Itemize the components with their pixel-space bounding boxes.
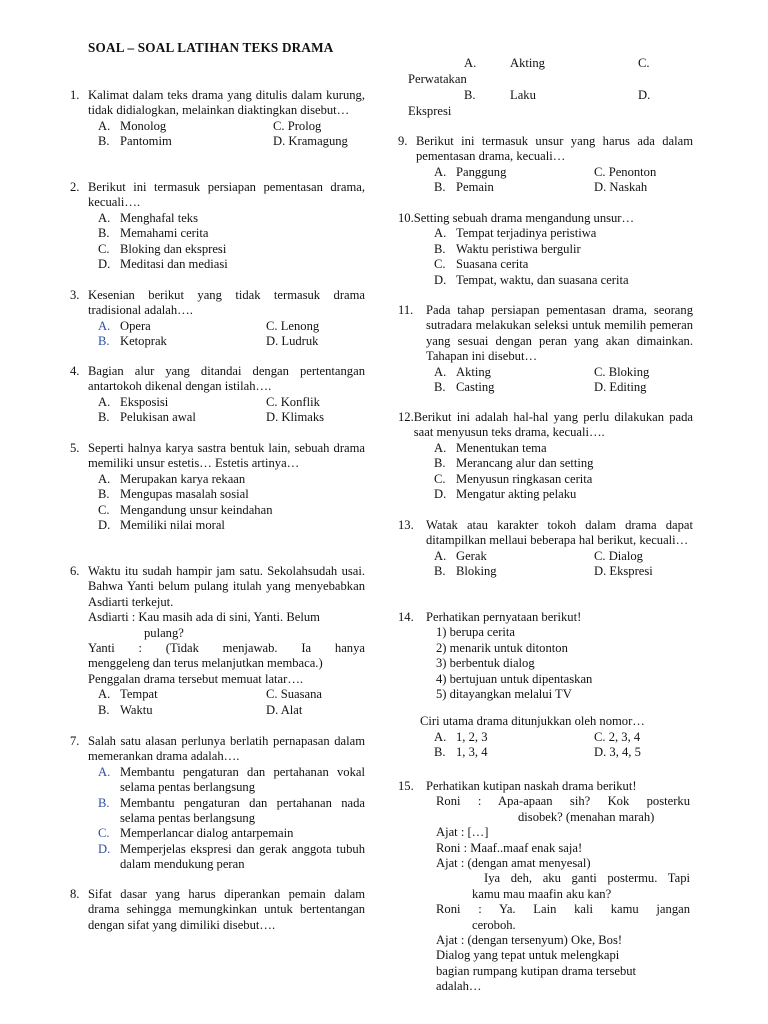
statement-item: 5) ditayangkan melalui TV [436, 687, 572, 702]
dialog-line: Asdiarti : Kau masih ada di sini, Yanti. Belum [88, 610, 320, 625]
question-number: 6. [70, 564, 80, 578]
statement-list [436, 625, 693, 702]
question-text: Berikut ini termasuk persiapan pementasan drama, kecuali…. [88, 180, 365, 210]
dialog-line-cont: pulang? [144, 625, 184, 640]
dialog-line-cont: disobek? (menahan marah) [518, 809, 655, 824]
dialog-line-cont: menggeleng dan terus melanjutkan membaca.) [88, 656, 323, 671]
drama-excerpt [436, 794, 693, 994]
question-text: Seperti halnya karya sastra bentuk lain, sebuah drama memiliki unsur estetis… Estetis artinya… [88, 441, 365, 471]
options [434, 549, 693, 580]
question-11 [398, 303, 693, 395]
option-c[interactable]: C. Bloking [594, 364, 650, 379]
option-c[interactable]: C. 2, 3, 4 [594, 729, 641, 744]
question-text: Kesenian berikut yang tidak termasuk drama tradisional adalah…. [88, 288, 365, 318]
options [98, 211, 365, 273]
option-d[interactable]: D. Alat [266, 702, 303, 717]
dialog-line: Roni : Ya. Lain kali kamu jangan [436, 902, 690, 917]
option-a[interactable]: A. Gerak [434, 548, 487, 563]
option-a[interactable]: A. Menghafal teks [98, 210, 198, 225]
statement-item: 1) berupa cerita [436, 625, 516, 640]
question-10 [398, 211, 693, 288]
options [434, 226, 693, 288]
options [434, 165, 693, 196]
option-d[interactable]: D. Memperjelas ekspresi dan gerak anggota tubuh dalam mendukung peran [98, 841, 365, 872]
option-b[interactable]: B. Casting [434, 380, 495, 395]
option-b[interactable]: B. 1, 3, 4 [434, 745, 488, 760]
dialog-line: Roni : Maaf..maaf enak saja! [436, 840, 583, 855]
question-number: 4. [70, 364, 80, 378]
option-b[interactable]: B. Waktu peristiwa bergulir [434, 241, 581, 256]
option-b[interactable]: B. Membantu pengaturan dan pertahanan nada selama pentas berlangsung [98, 795, 365, 826]
option-d[interactable]: D. Ludruk [266, 334, 319, 349]
question-4 [70, 364, 365, 426]
option-c[interactable]: C. Mengandung unsur keindahan [98, 502, 273, 517]
option-d[interactable]: D. 3, 4, 5 [594, 745, 641, 760]
option-b[interactable]: Laku [510, 88, 536, 102]
dialog-excerpt [70, 610, 365, 687]
question-number: 14. [398, 610, 414, 624]
option-b-letter[interactable]: B. [464, 88, 476, 102]
dialog-line: Yanti : (Tidak menjawab. Ia hanya [88, 641, 365, 656]
question-text: Pada tahap persiapan pementasan drama, seorang sutradara melakukan seleksi untuk memilih pemeran yang sesuai dengan peran yang akan dimainkan. Tahapan ini disebut… [426, 303, 693, 364]
option-c[interactable]: C. Suasana cerita [434, 257, 529, 272]
question-text: Bagian alur yang ditandai dengan pertentangan antartokoh dikenal dengan istilah…. [88, 364, 365, 394]
question-number: 10. [398, 211, 414, 225]
question-8-options [408, 56, 693, 118]
dialog-line: Roni : Apa-apaan sih? Kok posterku [436, 794, 690, 809]
question-1 [70, 88, 365, 150]
option-a[interactable]: A. Panggung [434, 164, 507, 179]
option-a[interactable]: A. Merupakan karya rekaan [98, 471, 246, 486]
dialog-line: Ajat : […] [436, 825, 489, 840]
statement-item: 4) bertujuan untuk dipentaskan [436, 671, 593, 686]
options [98, 395, 365, 426]
statement-item: 3) berbentuk dialog [436, 656, 535, 671]
option-b[interactable]: B. Memahami cerita [98, 226, 209, 241]
option-a[interactable]: A. Akting [434, 364, 491, 379]
option-d[interactable]: D. Naskah [594, 180, 648, 195]
question-2 [70, 180, 365, 272]
options [98, 319, 365, 350]
option-a[interactable]: Akting [510, 56, 545, 70]
question-number: 12. [398, 410, 414, 424]
option-a-letter[interactable]: A. [464, 56, 477, 70]
options [98, 472, 365, 534]
option-d[interactable]: D. Kramagung [273, 134, 348, 149]
question-text: Berikut ini adalah hal-hal yang perlu dilakukan pada saat menyusun teks drama, kecuali…. [413, 410, 693, 440]
question-text: Waktu itu sudah hampir jam satu. Sekolahsudah usai. Bahwa Yanti belum pulang itulah yang menyebabkan Asdiarti terkejut. [88, 564, 365, 609]
option-a[interactable]: A. Tempat terjadinya peristiwa [434, 226, 597, 241]
option-d[interactable]: D. Ekspresi [594, 564, 653, 579]
question-8 [70, 887, 365, 933]
question-number: 3. [70, 288, 80, 302]
dialog-line: Ajat : (dengan tersenyum) Oke, Bos! [436, 933, 623, 948]
question-text: Perhatikan kutipan naskah drama berikut! [426, 779, 637, 793]
dialog-line-cont: Iya deh, aku ganti postermu. Tapi [484, 871, 690, 886]
option-d[interactable]: Ekspresi [408, 104, 452, 118]
question-prompt: Penggalan drama tersebut memuat latar…. [88, 671, 304, 686]
option-a[interactable]: A. Eksposisi [98, 394, 169, 409]
option-a[interactable]: A. Opera [98, 318, 151, 333]
option-b[interactable]: B. Merancang alur dan setting [434, 456, 594, 471]
option-a[interactable]: A. Monolog [98, 118, 167, 133]
dialog-line-cont: kamu mau maafin aku kan? [472, 886, 612, 901]
question-7 [70, 734, 365, 873]
options [434, 730, 693, 761]
question-9 [398, 134, 693, 196]
option-d[interactable]: D. Tempat, waktu, dan suasana cerita [434, 272, 629, 287]
option-b[interactable]: B. Mengupas masalah sosial [98, 487, 249, 502]
question-prompt: bagian rumpang kutipan drama tersebut [436, 963, 637, 978]
option-c-letter[interactable]: C. [638, 56, 650, 70]
dialog-line: Ajat : (dengan amat menyesal) [436, 856, 591, 871]
option-c[interactable]: C. Menyusun ringkasan cerita [434, 471, 593, 486]
question-prompt: Dialog yang tepat untuk melengkapi [436, 948, 620, 963]
option-c[interactable]: C. Dialog [594, 548, 643, 563]
option-b[interactable]: B. Bloking [434, 564, 497, 579]
option-a[interactable]: A. Tempat [98, 687, 158, 702]
option-c[interactable]: C. Lenong [266, 318, 320, 333]
question-number: 11. [398, 303, 414, 317]
question-5 [70, 441, 365, 533]
option-b[interactable]: B. Pemain [434, 180, 494, 195]
options [98, 765, 365, 873]
question-3 [70, 288, 365, 350]
question-text: Watak atau karakter tokoh dalam drama dapat ditampilkan mellaui beberapa hal berikut, kecuali… [426, 518, 693, 548]
question-text: Perhatikan pernyataan berikut! [426, 610, 582, 624]
question-text: Salah satu alasan perlunya berlatih pernapasan dalam memerankan drama adalah…. [88, 734, 365, 764]
options [98, 687, 365, 718]
question-13 [398, 518, 693, 580]
question-15 [398, 779, 693, 995]
question-text: Berikut ini termasuk unsur yang harus ada dalam pementasan drama, kecuali… [416, 134, 693, 164]
option-a[interactable]: A. Menentukan tema [434, 440, 547, 455]
option-c[interactable]: C. Suasana [266, 687, 322, 702]
option-d-letter[interactable]: D. [638, 88, 651, 102]
question-number: 8. [70, 887, 80, 901]
question-6 [70, 564, 365, 718]
option-d[interactable]: D. Klimaks [266, 410, 325, 425]
question-14 [398, 610, 693, 761]
option-a[interactable]: A. 1, 2, 3 [434, 729, 488, 744]
question-number: 15. [398, 779, 414, 793]
question-12 [398, 410, 693, 502]
question-number: 7. [70, 734, 80, 748]
question-text: Sifat dasar yang harus diperankan pemain dalam drama sehingga memungkinkan untuk bertentangan dengan sifat yang dimiliki disebut…. [88, 887, 365, 932]
options [434, 441, 693, 503]
question-text: Kalimat dalam teks drama yang ditulis dalam kurung, tidak didialogkan, melainkan diaktingkan disebut… [88, 88, 365, 118]
option-c[interactable]: C. Memperlancar dialog antarpemain [98, 826, 294, 841]
statement-item: 2) menarik untuk ditonton [436, 640, 568, 655]
dialog-line-cont: ceroboh. [472, 917, 516, 932]
option-c[interactable]: Perwatakan [408, 72, 467, 86]
options [434, 365, 693, 396]
option-c[interactable]: C. Prolog [273, 118, 322, 133]
page-title: SOAL – SOAL LATIHAN TEKS DRAMA [88, 40, 334, 55]
option-d[interactable]: D. Meditasi dan mediasi [98, 257, 228, 272]
options [98, 119, 365, 150]
question-number: 2. [70, 180, 80, 194]
option-c[interactable]: C. Penonton [594, 164, 657, 179]
question-number: 1. [70, 88, 80, 102]
option-c[interactable]: C. Bloking dan ekspresi [98, 241, 227, 256]
option-b[interactable]: B. Pantomim [98, 134, 172, 149]
option-b[interactable]: B. Ketoprak [98, 334, 167, 349]
option-d[interactable]: D. Editing [594, 380, 647, 395]
question-number: 13. [398, 518, 414, 532]
option-a[interactable]: A. Membantu pengaturan dan pertahanan vokal selama pentas berlangsung [98, 764, 365, 795]
option-d[interactable]: D. Memiliki nilai moral [98, 518, 225, 533]
option-c[interactable]: C. Konflik [266, 394, 320, 409]
question-text: Setting sebuah drama mengandung unsur… [413, 211, 635, 225]
question-number: 5. [70, 441, 80, 455]
question-prompt: Ciri utama drama ditunjukkan oleh nomor… [420, 714, 645, 729]
question-number: 9. [398, 134, 408, 148]
option-b[interactable]: B. Waktu [98, 702, 153, 717]
question-prompt: adalah… [436, 979, 482, 994]
option-b[interactable]: B. Pelukisan awal [98, 410, 196, 425]
option-d[interactable]: D. Mengatur akting pelaku [434, 487, 577, 502]
